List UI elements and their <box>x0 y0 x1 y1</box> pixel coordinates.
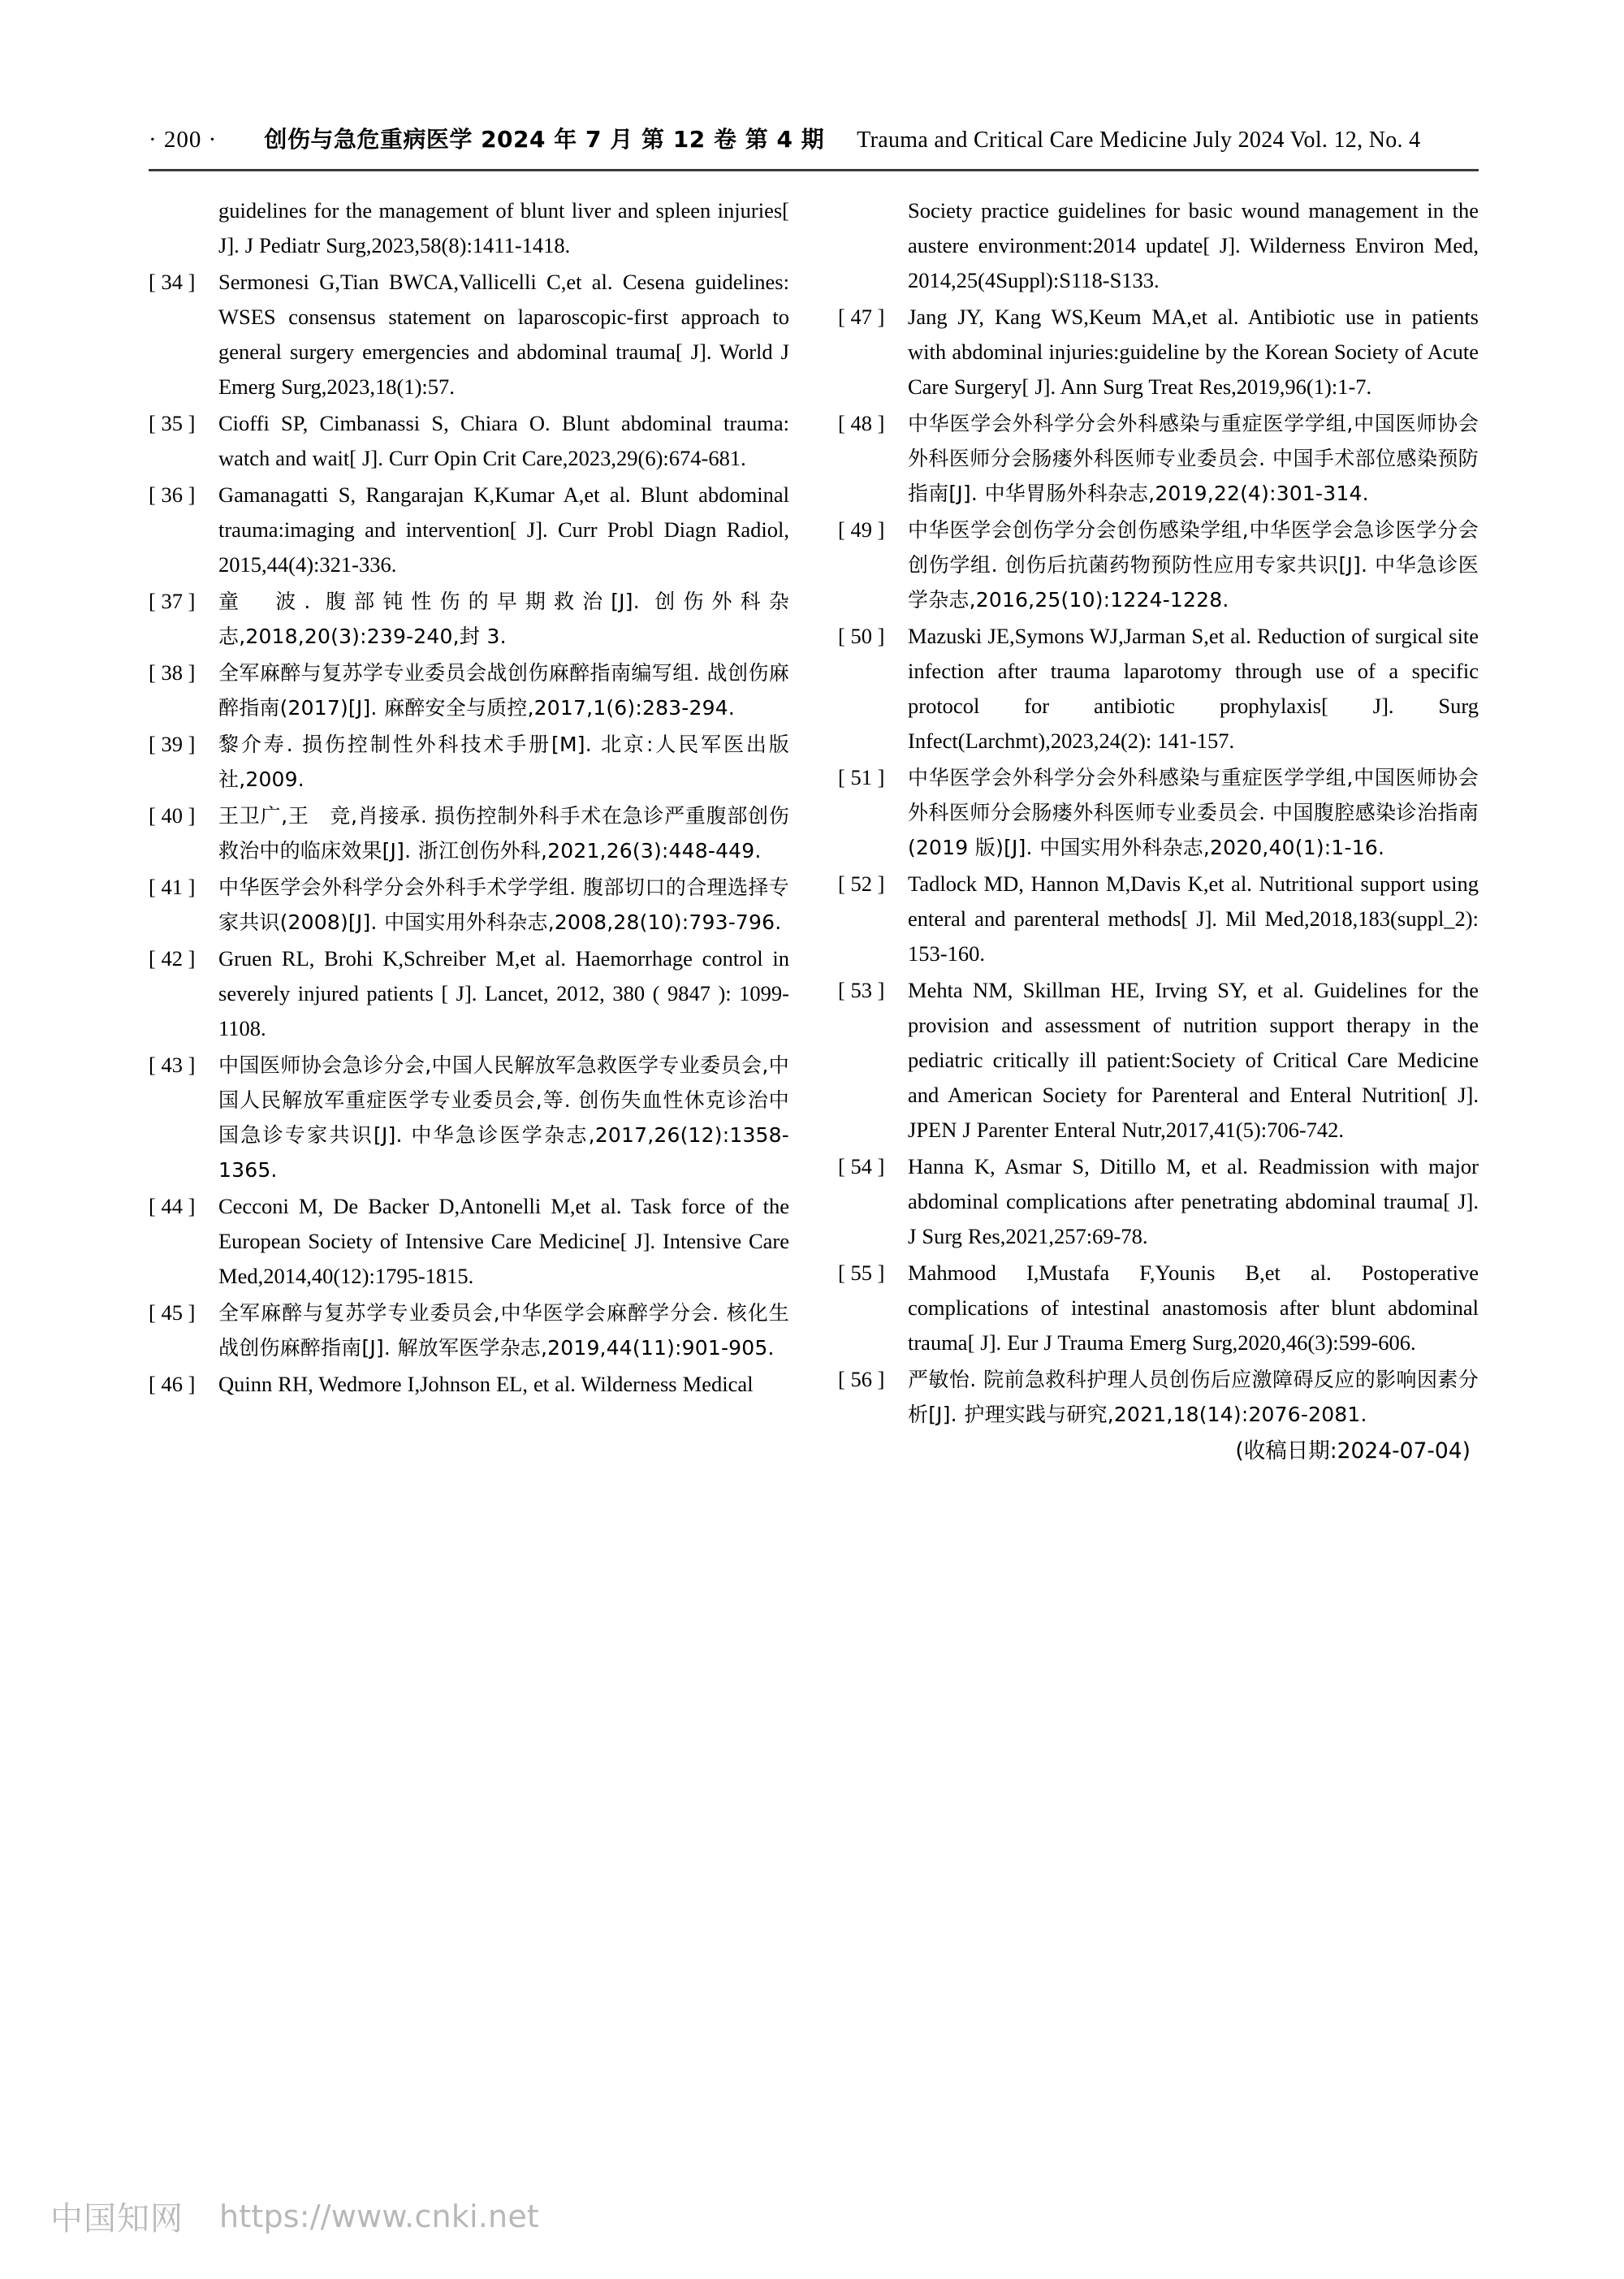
reference-columns <box>149 193 1479 1468</box>
right-column <box>838 193 1479 1468</box>
reference-number: [ 52 ] <box>838 871 885 896</box>
reference-number: [ 41 ] <box>149 875 196 899</box>
reference-entry <box>149 727 789 797</box>
reference-text: 中华医学会外科学分会外科手术学学组. 腹部切口的合理选择专家共识(2008)[J]. 中国实用外科杂志,2008,28(10):793-796. <box>218 876 789 934</box>
reference-entry <box>838 973 1479 1148</box>
reference-entry <box>149 1048 789 1187</box>
reference-text: Jang JY, Kang WS,Keum MA,et al. Antibiotic use in patients with abdominal injuries:guideline by the Korean Society of Acute Care Surgery[ J]. Ann Surg Treat Res,2019,96(1):1-7. <box>908 305 1479 399</box>
reference-number: [ 43 ] <box>149 1053 196 1077</box>
reference-text: 中华医学会创伤学分会创伤感染学组,中华医学会急诊医学分会创伤学组. 创伤后抗菌药物预防性应用专家共识[J]. 中华急诊医学杂志,2016,25(10):1224-1228. <box>908 518 1479 612</box>
reference-number: [ 36 ] <box>149 482 196 507</box>
reference-number: [ 56 ] <box>838 1367 885 1391</box>
reference-number: [ 45 ] <box>149 1300 196 1325</box>
reference-number: [ 35 ] <box>149 411 196 435</box>
reference-entry <box>838 1362 1479 1432</box>
reference-entry <box>838 1256 1479 1360</box>
reference-entry <box>149 1367 789 1402</box>
reference-entry <box>149 1189 789 1294</box>
reference-number: [ 39 ] <box>149 732 196 756</box>
reference-entry <box>149 406 789 476</box>
reference-text: 中国医师协会急诊分会,中国人民解放军急救医学专业委员会,中国人民解放军重症医学专业委员会,等. 创伤失血性休克诊治中国急诊专家共识[J]. 中华急诊医学杂志,2017,26(12):1358-1365. <box>218 1053 789 1182</box>
reference-text: 王卫广,王 竞,肖接承. 损伤控制外科手术在急诊严重腹部创伤救治中的临床效果[J]. 浙江创伤外科,2021,26(3):448-449. <box>218 804 789 863</box>
reference-number: [ 46 ] <box>149 1372 196 1396</box>
reference-text: Hanna K, Asmar S, Ditillo M, et al. Readmission with major abdominal complications after penetrating abdominal trauma[ J]. J Surg Res,2021,257:69-78. <box>908 1154 1479 1248</box>
reference-number: [ 55 ] <box>838 1261 885 1285</box>
reference-continuation <box>149 193 789 263</box>
reference-entry <box>838 760 1479 865</box>
reference-number: [ 51 ] <box>838 765 885 789</box>
reference-text: Mehta NM, Skillman HE, Irving SY, et al. Guidelines for the provision and assessment of nutrition support therapy in the pediatric critically ill patient:Society of Critical Care Medicine and American Society for Parenteral and Enteral Nutrition[ J]. JPEN J Parenter Enteral Nutr,2017,41(5):706-742. <box>908 978 1479 1142</box>
reference-entry <box>149 1295 789 1365</box>
reference-entry <box>149 870 789 940</box>
reference-number: [ 48 ] <box>838 411 885 435</box>
reference-entry <box>149 478 789 582</box>
journal-title-en: Trauma and Critical Care Medicine July 2024 Vol. 12, No. 4 <box>857 128 1421 153</box>
reference-number: [ 53 ] <box>838 978 885 1002</box>
reference-number: [ 40 ] <box>149 803 196 828</box>
page-folio: · 200 · <box>149 127 218 153</box>
journal-title-cn: 创伤与急危重病医学 2024 年 7 月 第 12 卷 第 4 期 <box>264 126 825 153</box>
cnki-watermark <box>50 2193 539 2239</box>
reference-entry <box>149 798 789 868</box>
watermark-label-cn: 中国知网 <box>50 2200 184 2238</box>
running-head <box>149 122 1480 161</box>
reference-text: 严敏怡. 院前急救科护理人员创伤后应激障碍反应的影响因素分析[J]. 护理实践与研究,2021,18(14):2076-2081. <box>908 1368 1479 1426</box>
reference-text: Cioffi SP, Cimbanassi S, Chiara O. Blunt abdominal trauma: watch and wait[ J]. Curr Opin Crit Care,2023,29(6):674-681. <box>218 411 789 470</box>
reference-text: 全军麻醉与复苏学专业委员会战创伤麻醉指南编写组. 战创伤麻醉指南(2017)[J]. 麻醉安全与质控,2017,1(6):283-294. <box>218 661 789 720</box>
reference-text: Gruen RL, Brohi K,Schreiber M,et al. Haemorrhage control in severely injured patients [ J]. Lancet, 2012, 380 ( 9847 ): 1099-1108. <box>218 946 789 1040</box>
received-date: (收稿日期:2024-07-04) <box>1235 1438 1471 1464</box>
reference-text: Mahmood I,Mustafa F,Younis B,et al. Postoperative complications of intestinal anastomosis after blunt abdominal trauma[ J]. Eur J Trauma Emerg Surg,2020,46(3):599-606. <box>908 1261 1479 1355</box>
reference-number: [ 50 ] <box>838 624 885 648</box>
reference-text: 黎介寿. 损伤控制性外科技术手册[M]. 北京:人民军医出版社,2009. <box>218 733 789 791</box>
reference-continuation <box>838 193 1479 298</box>
reference-entry <box>838 300 1479 404</box>
reference-text: 中华医学会外科学分会外科感染与重症医学学组,中国医师协会外科医师分会肠瘘外科医师专业委员会. 中国手术部位感染预防指南[J]. 中华胃肠外科杂志,2019,22(4):301-314. <box>908 412 1479 505</box>
reference-number: [ 49 ] <box>838 517 885 542</box>
reference-entry <box>838 512 1479 617</box>
reference-entry <box>149 655 789 725</box>
reference-entry <box>149 584 789 654</box>
reference-entry <box>149 941 789 1046</box>
reference-entry <box>838 867 1479 971</box>
reference-text: Sermonesi G,Tian BWCA,Vallicelli C,et al. Cesena guidelines: WSES consensus statement on laparoscopic-first approach to general surgery emergencies and abdominal trauma[ J]. World J Emerg Surg,2023,18(1):57. <box>218 270 789 399</box>
reference-number: [ 54 ] <box>838 1154 885 1178</box>
reference-text: 童 波. 腹部钝性伤的早期救治[J]. 创伤外科杂志,2018,20(3):239-240,封 3. <box>218 590 789 648</box>
reference-number: [ 44 ] <box>149 1194 196 1218</box>
reference-entry <box>838 1149 1479 1254</box>
reference-text: 中华医学会外科学分会外科感染与重症医学学组,中国医师协会外科医师分会肠瘘外科医师专业委员会. 中国腹腔感染诊治指南(2019 版)[J]. 中国实用外科杂志,2020,40(1):1-16. <box>908 766 1479 859</box>
reference-number: [ 37 ] <box>149 589 196 613</box>
reference-number: [ 34 ] <box>149 270 196 294</box>
reference-text: Society practice guidelines for basic wound management in the austere environment:2014 update[ J]. Wilderness Environ Med, 2014,25(4Suppl):S118-S133. <box>908 198 1479 292</box>
reference-number: [ 42 ] <box>149 946 196 971</box>
reference-entry <box>149 265 789 404</box>
watermark-url: https://www.cnki.net <box>219 2198 540 2234</box>
reference-number: [ 38 ] <box>149 660 196 685</box>
reference-text: Tadlock MD, Hannon M,Davis K,et al. Nutritional support using enteral and parenteral methods[ J]. Mil Med,2018,183(suppl_2): 153-160. <box>908 871 1479 966</box>
reference-text: 全军麻醉与复苏学专业委员会,中华医学会麻醉学分会. 核化生战创伤麻醉指南[J]. 解放军医学杂志,2019,44(11):901-905. <box>218 1301 789 1360</box>
reference-text: guidelines for the management of blunt liver and spleen injuries[ J]. J Pediatr Surg,2023,58(8):1411-1418. <box>218 198 789 257</box>
reference-text: Gamanagatti S, Rangarajan K,Kumar A,et al. Blunt abdominal trauma:imaging and intervention[ J]. Curr Probl Diagn Radiol, 2015,44(4):321-336. <box>218 482 789 577</box>
reference-text: Mazuski JE,Symons WJ,Jarman S,et al. Reduction of surgical site infection after trauma laparotomy through use of a specific protocol for antibiotic prophylaxis[ J]. Surg Infect(Larchmt),2023,24(2): 141-157. <box>908 624 1479 753</box>
reference-number: [ 47 ] <box>838 305 885 329</box>
reference-text: Cecconi M, De Backer D,Antonelli M,et al. Task force of the European Society of Intensive Care Medicine[ J]. Intensive Care Med,2014,40(12):1795-1815. <box>218 1194 789 1288</box>
reference-entry <box>838 619 1479 759</box>
header-rule <box>149 169 1479 171</box>
left-column <box>149 193 789 1468</box>
reference-entry <box>838 406 1479 511</box>
reference-text: Quinn RH, Wedmore I,Johnson EL, et al. Wilderness Medical <box>218 1372 754 1396</box>
